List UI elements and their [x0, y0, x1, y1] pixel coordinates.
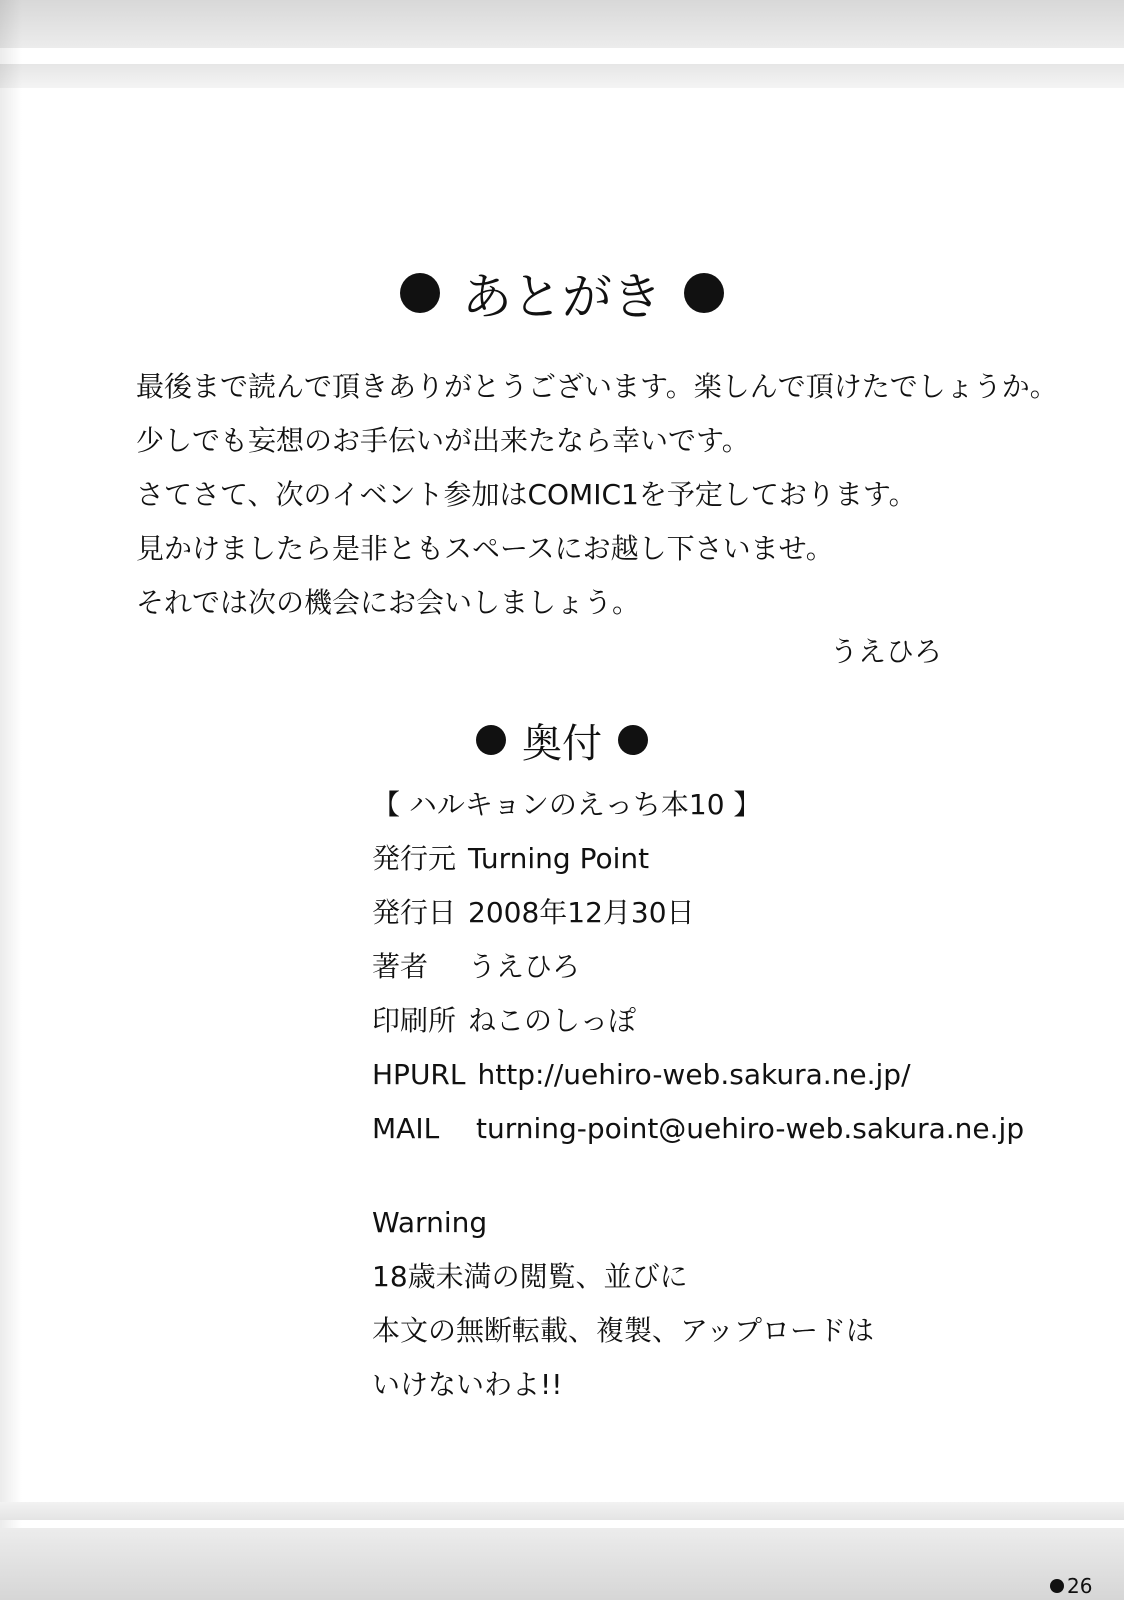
bullet-dot-icon	[1050, 1579, 1064, 1593]
book-title-row	[372, 778, 1024, 832]
afterword-body	[136, 360, 1058, 630]
afterword-heading	[0, 258, 1124, 328]
colophon-title: 奥付	[522, 720, 602, 767]
colophon-details	[372, 778, 1024, 1156]
url-label: HPURL	[372, 1058, 466, 1091]
bottom-border-band-inner	[0, 1502, 1124, 1520]
page-number	[1050, 1574, 1092, 1598]
warning-title: Warning	[372, 1206, 488, 1239]
date-value: 2008年12月30日	[468, 896, 695, 929]
printer-label: 印刷所	[372, 1004, 457, 1037]
afterword-title: あとがき	[462, 268, 662, 326]
colophon-heading	[0, 712, 1124, 768]
warning-line: 本文の無断転載、複製、アップロードは	[372, 1314, 875, 1347]
date-label: 発行日	[372, 896, 457, 929]
bullet-dot-icon	[684, 273, 724, 313]
date-row	[372, 886, 1024, 940]
author-row	[372, 940, 1024, 994]
mail-label: MAIL	[372, 1112, 440, 1145]
warning-notice	[372, 1196, 874, 1412]
printer-row	[372, 994, 1024, 1048]
author-value: うえひろ	[468, 950, 581, 983]
bottom-border-band	[0, 1528, 1124, 1600]
warning-line: いけないわよ!!	[372, 1368, 563, 1401]
printer-value: ねこのしっぽ	[468, 1004, 637, 1037]
scan-edge-shadow	[0, 0, 22, 1600]
bullet-dot-icon	[618, 725, 648, 755]
mail-value: turning-point@uehiro-web.sakura.ne.jp	[476, 1112, 1025, 1145]
afterword-line: さてさて、次のイベント参加はCOMIC1を予定しております。	[136, 478, 917, 511]
top-border-band	[0, 0, 1124, 48]
url-value: http://uehiro-web.sakura.ne.jp/	[477, 1058, 911, 1091]
book-title: 【 ハルキョンのえっち本10 】	[372, 788, 762, 821]
afterword-line: 最後まで読んで頂きありがとうございます。楽しんで頂けたでしょうか。	[136, 370, 1058, 403]
author-label: 著者	[372, 950, 429, 983]
publisher-row	[372, 832, 1024, 886]
bullet-dot-icon	[476, 725, 506, 755]
url-row	[372, 1048, 1024, 1102]
afterword-line: それでは次の機会にお会いしましょう。	[136, 586, 641, 619]
publisher-value: Turning Point	[468, 842, 650, 875]
top-border-band-inner	[0, 64, 1124, 88]
warning-line: 18歳未満の閲覧、並びに	[372, 1260, 688, 1293]
afterword-line: 見かけましたら是非ともスペースにお越し下さいませ。	[136, 532, 834, 565]
bullet-dot-icon	[400, 273, 440, 313]
afterword-line: 少しでも妄想のお手伝いが出来たなら幸いです。	[136, 424, 750, 457]
publisher-label: 発行元	[372, 842, 457, 875]
afterword-signature: うえひろ	[830, 635, 943, 668]
mail-row	[372, 1102, 1024, 1156]
page-number-text: 26	[1067, 1574, 1093, 1598]
